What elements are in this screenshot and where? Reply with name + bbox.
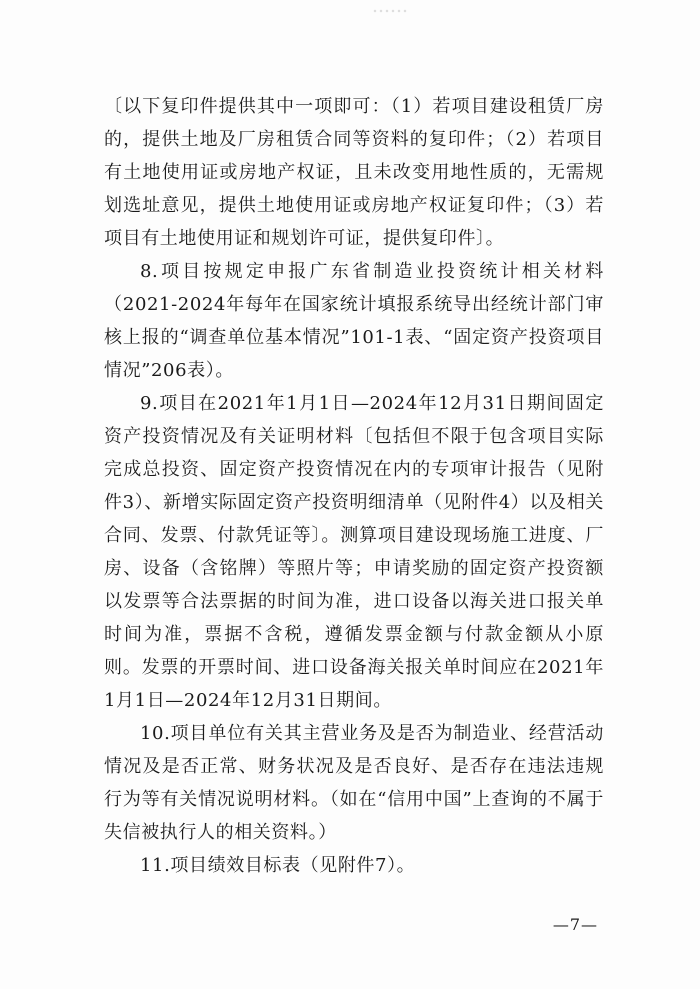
paragraph-item-10: 10.项目单位有关其主营业务及是否为制造业、经营活动情况及是否正常、财务状况及是否良好、是否存在违法违规行为等有关情况说明材料。（如在“信用中国”上查询的不属于失信被执行人的相关资料。） (104, 723, 604, 843)
paragraph-item-8: 8.项目按规定申报广东省制造业投资统计相关材料（2021-2024年每年在国家统计填报系统导出经统计部门审核上报的“调查单位基本情况”101-1表、“固定资产投资项目情况”206表）。 (104, 261, 604, 381)
page-number: —7— (552, 915, 598, 934)
scan-artifact (372, 8, 408, 14)
paragraph-item-9: 9.项目在2021年1月1日—2024年12月31日期间固定资产投资情况及有关证明材料〔包括但不限于包含项目实际完成总投资、固定资产投资情况在内的专项审计报告（见附件3）、新增实际固定资产投资明细清单（见附件4）以及相关合同、发票、付款凭证等〕。测算项目建设现场施工进度、厂房、设备（含铭牌）等照片等；申请奖励的固定资产投资额以发票等合法票据的时间为准，进口设备以海关进口报关单时间为准，票据不含税，遵循发票金额与付款金额从小原则。发票的开票时间、进口设备海关报关单时间应在2021年1月1日—2024年12月31日期间。 (104, 393, 604, 711)
document-body (104, 90, 604, 882)
paragraph-copy-options: 〔以下复印件提供其中一项即可：（1）若项目建设租赁厂房的，提供土地及厂房租赁合同等资料的复印件；（2）若项目有土地使用证或房地产权证，且未改变用地性质的，无需规划选址意见，提供土地使用证或房地产权证复印件；（3）若项目有土地使用证和规划许可证，提供复印件〕。 (104, 96, 604, 249)
paragraph-item-11: 11.项目绩效目标表（见附件7）。 (140, 855, 416, 876)
